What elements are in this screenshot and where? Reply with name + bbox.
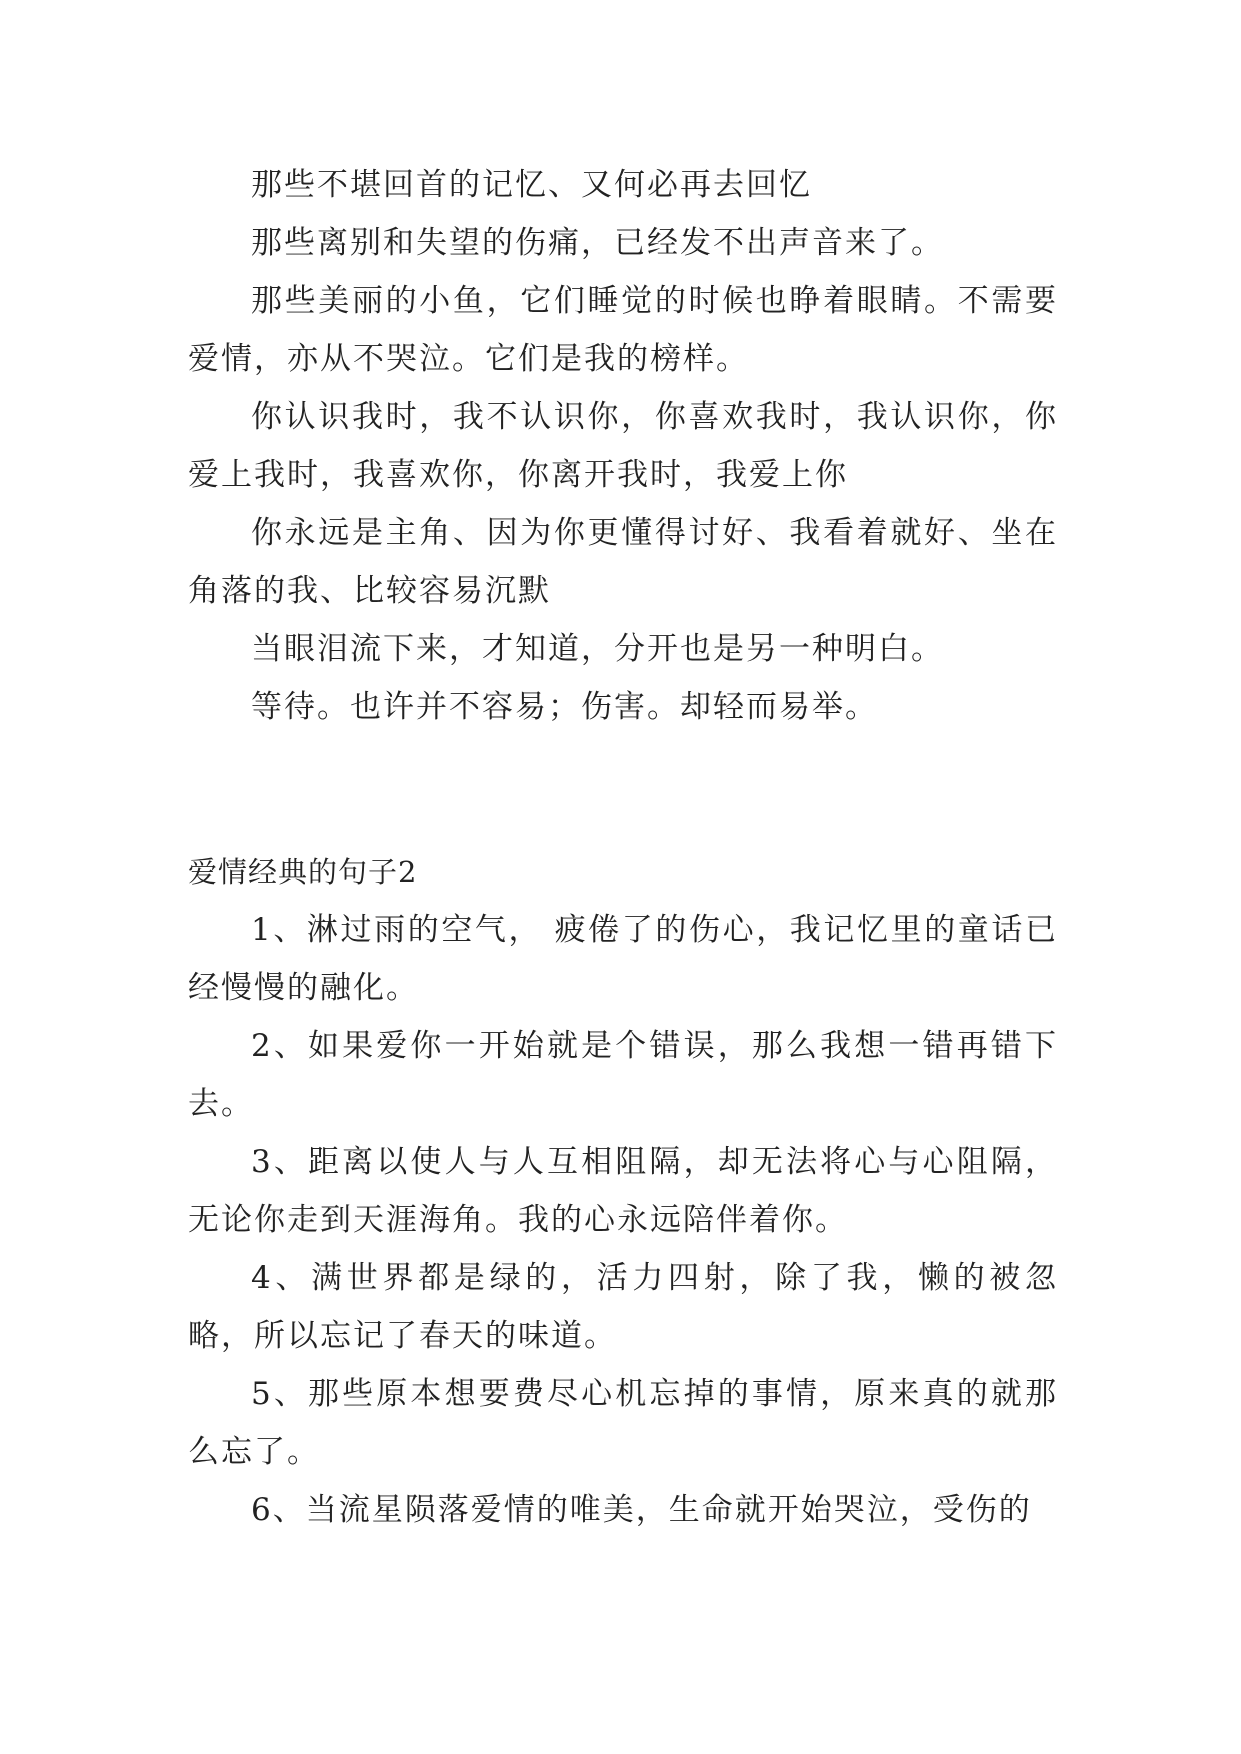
paragraph: 那些不堪回首的记忆、又何必再去回忆 [251, 167, 812, 203]
paragraph: 等待。也许并不容易；伤害。却轻而易举。 [251, 689, 878, 725]
paragraph: 你永远是主角、因为你更懂得讨好、我看着就好、坐在角落的我、比较容易沉默 [188, 515, 1058, 609]
paragraph: 2、如果爱你一开始就是个错误，那么我想一错再错下去。 [188, 1028, 1058, 1122]
paragraph: 那些美丽的小鱼，它们睡觉的时候也睁着眼睛。不需要爱情，亦从不哭泣。它们是我的榜样。 [188, 283, 1058, 377]
paragraph: 1、淋过雨的空气， 疲倦了的伤心，我记忆里的童话已经慢慢的融化。 [188, 912, 1058, 1006]
section-quotes-1 [188, 156, 1058, 736]
paragraph: 6、当流星陨落爱情的唯美，生命就开始哭泣，受伤的 [251, 1492, 1032, 1528]
paragraph: 3、距离以使人与人互相阻隔，却无法将心与心阻隔，无论你走到天涯海角。我的心永远陪伴着你。 [188, 1144, 1058, 1238]
paragraph: 5、那些原本想要费尽心机忘掉的事情，原来真的就那么忘了。 [188, 1376, 1058, 1470]
section-quotes-2 [188, 843, 1058, 1539]
section-title: 爱情经典的句子2 [188, 855, 418, 889]
paragraph: 那些离别和失望的伤痛，已经发不出声音来了。 [251, 225, 944, 261]
paragraph: 4、满世界都是绿的，活力四射，除了我，懒的被忽略，所以忘记了春天的味道。 [188, 1260, 1058, 1354]
paragraph: 当眼泪流下来，才知道，分开也是另一种明白。 [251, 631, 944, 667]
paragraph: 你认识我时，我不认识你，你喜欢我时，我认识你，你爱上我时，我喜欢你，你离开我时，我爱上你 [188, 399, 1058, 493]
